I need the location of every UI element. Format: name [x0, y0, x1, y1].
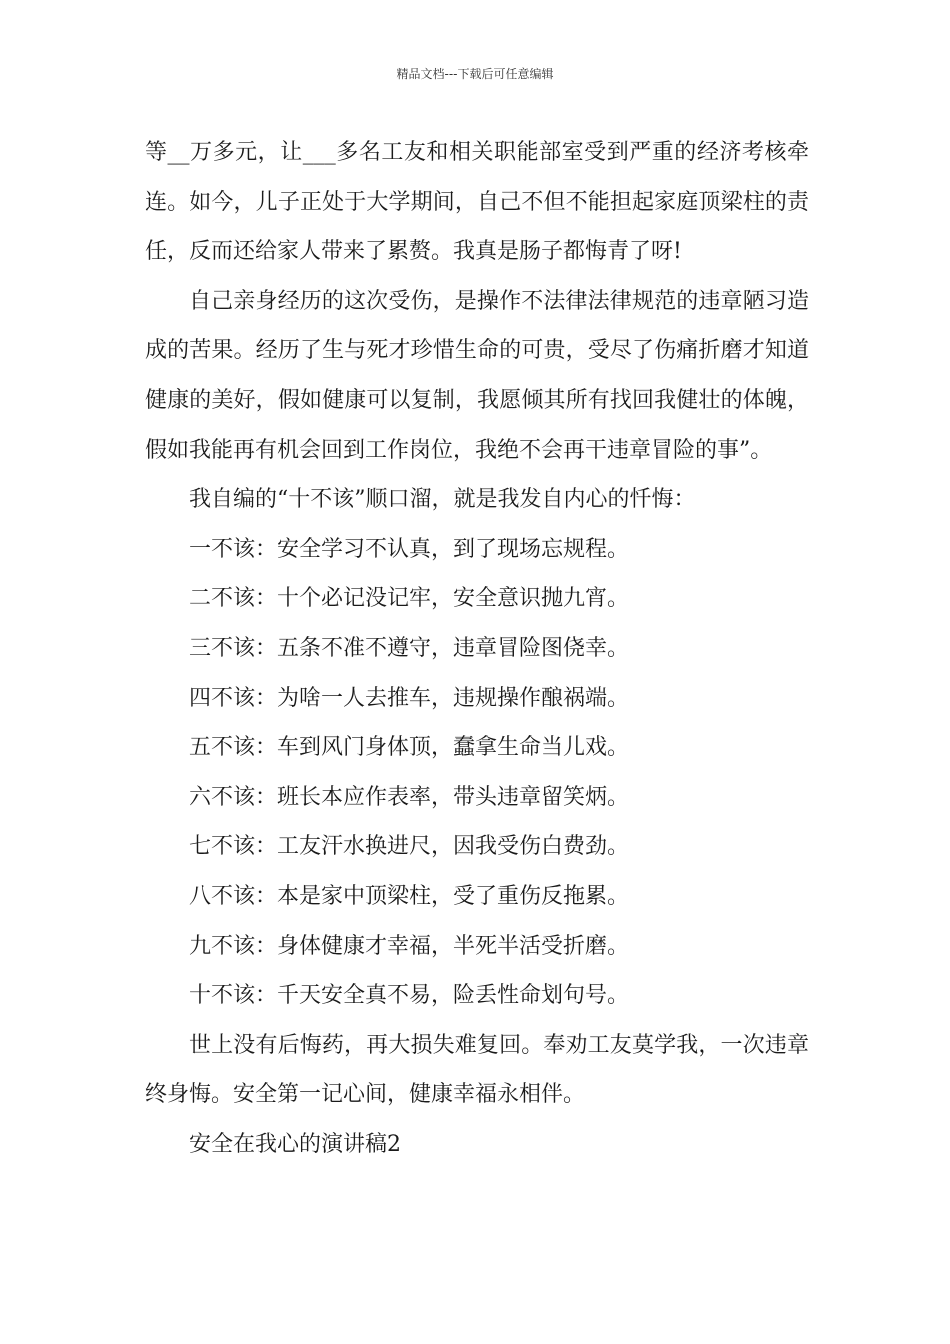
rhyme-line-5: 五不该：车到风门身体顶，蠢拿生命当儿戏。 — [189, 735, 630, 761]
rhyme-line-4: 四不该：为啥一人去推车，违规操作酿祸端。 — [189, 685, 630, 711]
section-heading: 安全在我心的演讲稿2 — [189, 1131, 401, 1157]
rhyme-line-2: 二不该：十个必记没记牢，安全意识抛九宵。 — [189, 586, 630, 612]
rhyme-line-6: 六不该：班长本应作表率，带头违章留笑炳。 — [189, 784, 630, 810]
rhyme-line-8: 八不该：本是家中顶梁柱，受了重伤反拖累。 — [189, 883, 630, 909]
rhyme-line-7: 七不该：工友汗水换进尺，因我受伤白费劲。 — [189, 834, 630, 860]
document-body — [145, 128, 809, 1169]
paragraph-advice: 世上没有后悔药，再大损失难复回。奉劝工友莫学我，一次违章终身悔。安全第一记心间，健康幸福永相伴。 — [145, 1032, 809, 1108]
paragraph-rhyme-intro: 我自编的“十不该”顺口溜，就是我发自内心的忏悔： — [189, 487, 696, 513]
paragraph-continuation: 等__万多元，让___多名工友和相关职能部室受到严重的经济考核牵连。如今，儿子正处于大学期间，自己不但不能担起家庭顶梁柱的责任，反而还给家人带来了累赘。我真是肠子都悔青了呀! — [145, 140, 809, 265]
rhyme-line-1: 一不该：安全学习不认真，到了现场忘规程。 — [189, 536, 630, 562]
rhyme-line-9: 九不该：身体健康才幸福，半死半活受折磨。 — [189, 933, 630, 959]
rhyme-line-3: 三不该：五条不准不遵守，违章冒险图侥幸。 — [189, 635, 630, 661]
page-header: 精品文档---下载后可任意编辑 — [396, 67, 554, 81]
rhyme-line-10: 十不该：千天安全真不易，险丢性命划句号。 — [189, 983, 630, 1009]
paragraph-injury-reflection: 自己亲身经历的这次受伤，是操作不法律法律规范的违章陋习造成的苦果。经历了生与死才珍惜生命的可贵，受尽了伤痛折磨才知道健康的美好，假如健康可以复制，我愿倾其所有找回我健壮的体魄，假如我能再有机会回到工作岗位，我绝不会再干违章冒险的事”。 — [145, 288, 809, 463]
